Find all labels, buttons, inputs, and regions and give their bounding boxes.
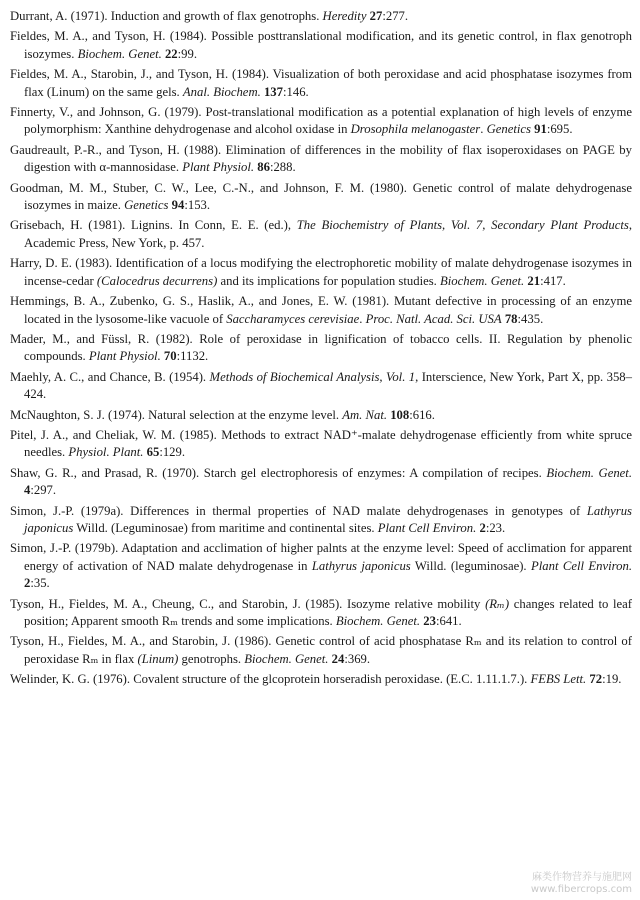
reference-journal: Plant Cell Environ.: [531, 558, 632, 573]
reference-pages: :695.: [546, 122, 573, 137]
reference-italic-term: Lathyrus japonicus: [311, 558, 411, 573]
reference-text: .: [359, 311, 366, 326]
reference-entry: [10, 66, 632, 101]
reference-pages: , Interscience, New York, Part X, pp. 358–424.: [24, 369, 632, 402]
reference-journal: FEBS Lett.: [530, 672, 587, 687]
watermark-line-1: 麻类作物营养与施肥网: [532, 872, 632, 883]
reference-entry: [10, 633, 632, 668]
watermark-line-2: www.fibercrops.com: [530, 884, 632, 895]
reference-italic-term: (Calocedrus decurrens): [96, 273, 218, 288]
reference-journal: Heredity: [322, 9, 367, 23]
reference-pages: :641.: [435, 614, 462, 628]
site-watermark: [531, 872, 632, 896]
reference-journal: Physiol. Plant.: [68, 445, 144, 460]
reference-journal: Plant Cell Environ.: [377, 520, 477, 535]
reference-entry: [10, 293, 632, 328]
reference-text: Pitel, J. A., and Cheliak, W. M. (1985). Methods to extract NAD⁺-malate dehydrogenase efficiently from white spruce needles.: [10, 427, 632, 460]
reference-text: Fieldes, M. A., and Tyson, H. (1984). Possible posttranslational modification, and its genetic control, in flax genotroph isozymes.: [10, 29, 632, 61]
reference-journal: Proc. Natl. Acad. Sci. USA: [365, 311, 502, 326]
reference-text: Goodman, M. M., Stuber, C. W., Lee, C.-N., and Johnson, F. M. (1980). Genetic control of malate dehydrogenase isozymes in maize.: [10, 180, 632, 213]
reference-pages: :435.: [517, 311, 544, 326]
reference-text: Durrant, A. (1971). Induction and growth of flax genotrophs.: [10, 9, 323, 23]
reference-text: Tyson, H., Fieldes, M. A., Cheung, C., and Starobin, J. (1985). Isozyme relative mobility: [10, 596, 486, 611]
reference-volume: 65: [146, 445, 160, 460]
reference-volume: 23: [423, 614, 436, 628]
reference-entry: [10, 104, 632, 139]
reference-entry: [10, 465, 632, 500]
reference-pages: :616.: [409, 407, 435, 422]
reference-italic-term: (Linum): [137, 651, 179, 666]
reference-text: Willd. (Leguminosae) from maritime and continental sites.: [73, 520, 378, 535]
reference-volume: 24: [331, 651, 345, 666]
reference-pages: :417.: [540, 273, 566, 288]
reference-pages: :297.: [30, 483, 57, 498]
reference-volume: 108: [390, 407, 410, 422]
reference-journal: The Biochemistry of Plants, Vol. 7, Secondary Plant Products: [296, 218, 629, 233]
reference-entry: [10, 28, 632, 63]
reference-volume: 21: [527, 273, 541, 288]
reference-entry: [10, 596, 632, 631]
reference-text: genotrophs.: [178, 651, 245, 666]
reference-volume: 86: [257, 160, 270, 175]
reference-journal: Biochem. Genet.: [335, 614, 421, 628]
reference-volume: 91: [534, 122, 547, 137]
reference-entry: [10, 671, 632, 688]
reference-text: McNaughton, S. J. (1974). Natural selection at the enzyme level.: [10, 407, 343, 422]
reference-entry: [10, 8, 632, 25]
reference-pages: :35.: [30, 576, 50, 591]
reference-entry: [10, 369, 632, 404]
reference-text: Maehly, A. C., and Chance, B. (1954).: [10, 369, 210, 384]
reference-volume: 70: [163, 349, 177, 364]
reference-entry: [10, 407, 632, 424]
reference-pages: :369.: [344, 651, 371, 666]
reference-list: [10, 8, 632, 692]
reference-pages: :146.: [282, 84, 309, 99]
reference-entry: [10, 503, 632, 538]
reference-text: Hemmings, B. A., Zubenko, G. S., Haslik, A., and Jones, E. W. (1981). Mutant defective in processing of an enzyme located in the lysosome-like vacuole of: [10, 294, 632, 326]
reference-text: Simon, J.-P. (1979b). Adaptation and acclimation of higher palnts at the enzyme level: Speed of acclimation for apparent energy of activation of NAD malate dehydrogenase in: [10, 541, 632, 573]
reference-entry: [10, 331, 632, 366]
reference-pages: :288.: [269, 160, 296, 175]
reference-entry: [10, 180, 632, 215]
reference-entry: [10, 255, 632, 290]
reference-text: Finnerty, V., and Johnson, G. (1979). Post-translational modification as a potential explanation of high levels of enzyme polymorphism: Xanthine dehydrogenase and alcohol oxidase in: [10, 105, 632, 137]
reference-journal: Anal. Biochem.: [182, 84, 261, 99]
reference-volume: 94: [171, 198, 185, 213]
reference-volume: 137: [263, 84, 283, 99]
reference-pages: :277.: [382, 9, 409, 23]
reference-entry: [10, 217, 632, 252]
reference-journal: Biochem. Genet.: [77, 46, 162, 61]
reference-journal: Plant Physiol.: [88, 349, 161, 364]
reference-pages: , Academic Press, New York, p. 457.: [24, 218, 632, 250]
reference-entry: [10, 427, 632, 462]
reference-text: Fieldes, M. A., Starobin, J., and Tyson, H. (1984). Visualization of both peroxidase and acid phosphatase isozymes from flax (Linum) on the same gels.: [10, 67, 632, 99]
reference-pages: :1132.: [176, 349, 209, 364]
reference-journal: Biochem. Genet.: [440, 273, 525, 288]
reference-text: Shaw, G. R., and Prasad, R. (1970). Starch gel electrophoresis of enzymes: A compilation of recipes.: [10, 465, 547, 480]
reference-italic-term: Saccharamyces cerevisiae: [226, 311, 360, 326]
reference-journal: Methods of Biochemical Analysis, Vol. 1: [209, 369, 416, 384]
reference-volume: 2: [479, 520, 486, 535]
reference-pages: :19.: [602, 672, 622, 687]
reference-volume: 4: [24, 483, 31, 498]
reference-text: Grisebach, H. (1981). Lignins. In Conn, E. E. (ed.),: [10, 218, 297, 233]
reference-volume: 22: [164, 46, 178, 61]
reference-pages: :153.: [184, 198, 211, 213]
reference-text: and its implications for population studies.: [217, 273, 441, 288]
reference-entry: [10, 540, 632, 592]
reference-pages: :129.: [159, 445, 186, 460]
reference-text: Tyson, H., Fieldes, M. A., and Starobin, J. (1986). Genetic control of acid phosphatase Rₘ and its relation to control of peroxidase Rₘ in flax: [10, 634, 632, 666]
reference-text: Willd. (leguminosae).: [410, 558, 531, 573]
reference-text: Gaudreault, P.-R., and Tyson, H. (1988). Elimination of differences in the mobility of flax isoperoxidases on PAGE by digestion with α-mannosidase.: [10, 142, 632, 175]
reference-volume: 72: [589, 672, 603, 687]
reference-text: Harry, D. E. (1983). Identification of a locus modifying the electrophoretic mobility of malate dehydrogenase isozymes in incense-cedar: [10, 256, 632, 288]
reference-text: .: [480, 122, 487, 137]
reference-journal: Biochem. Genet.: [244, 651, 329, 666]
reference-journal: Biochem. Genet.: [546, 465, 632, 480]
reference-text: Mader, M., and Füssl, R. (1982). Role of peroxidase in lignification of tobacco cells. II. Regulation by phenolic compounds.: [10, 331, 632, 364]
reference-journal: Genetics: [486, 122, 531, 137]
reference-italic-term: Drosophila melanogaster: [350, 122, 481, 137]
reference-journal: Plant Physiol.: [182, 160, 255, 175]
reference-entry: [10, 142, 632, 177]
reference-italic-term: Lathyrus japonicus: [24, 503, 632, 535]
reference-volume: 2: [24, 576, 31, 591]
reference-italic-term: (Rₘ): [485, 596, 510, 611]
reference-pages: :99.: [177, 46, 198, 61]
reference-pages: :23.: [485, 520, 506, 535]
reference-journal: Am. Nat.: [342, 407, 388, 422]
reference-volume: 78: [504, 311, 518, 326]
reference-volume: 27: [369, 9, 383, 23]
reference-journal: Genetics: [124, 198, 169, 213]
reference-text: changes related to leaf position; Apparent smooth Rₘ trends and some implications.: [24, 596, 632, 628]
reference-text: Simon, J.-P. (1979a). Differences in thermal properties of NAD malate dehydrogenases in genotypes of: [10, 503, 587, 518]
reference-text: Welinder, K. G. (1976). Covalent structure of the glcoprotein horseradish peroxidase. (E.C. 1.11.1.7.).: [10, 672, 531, 687]
